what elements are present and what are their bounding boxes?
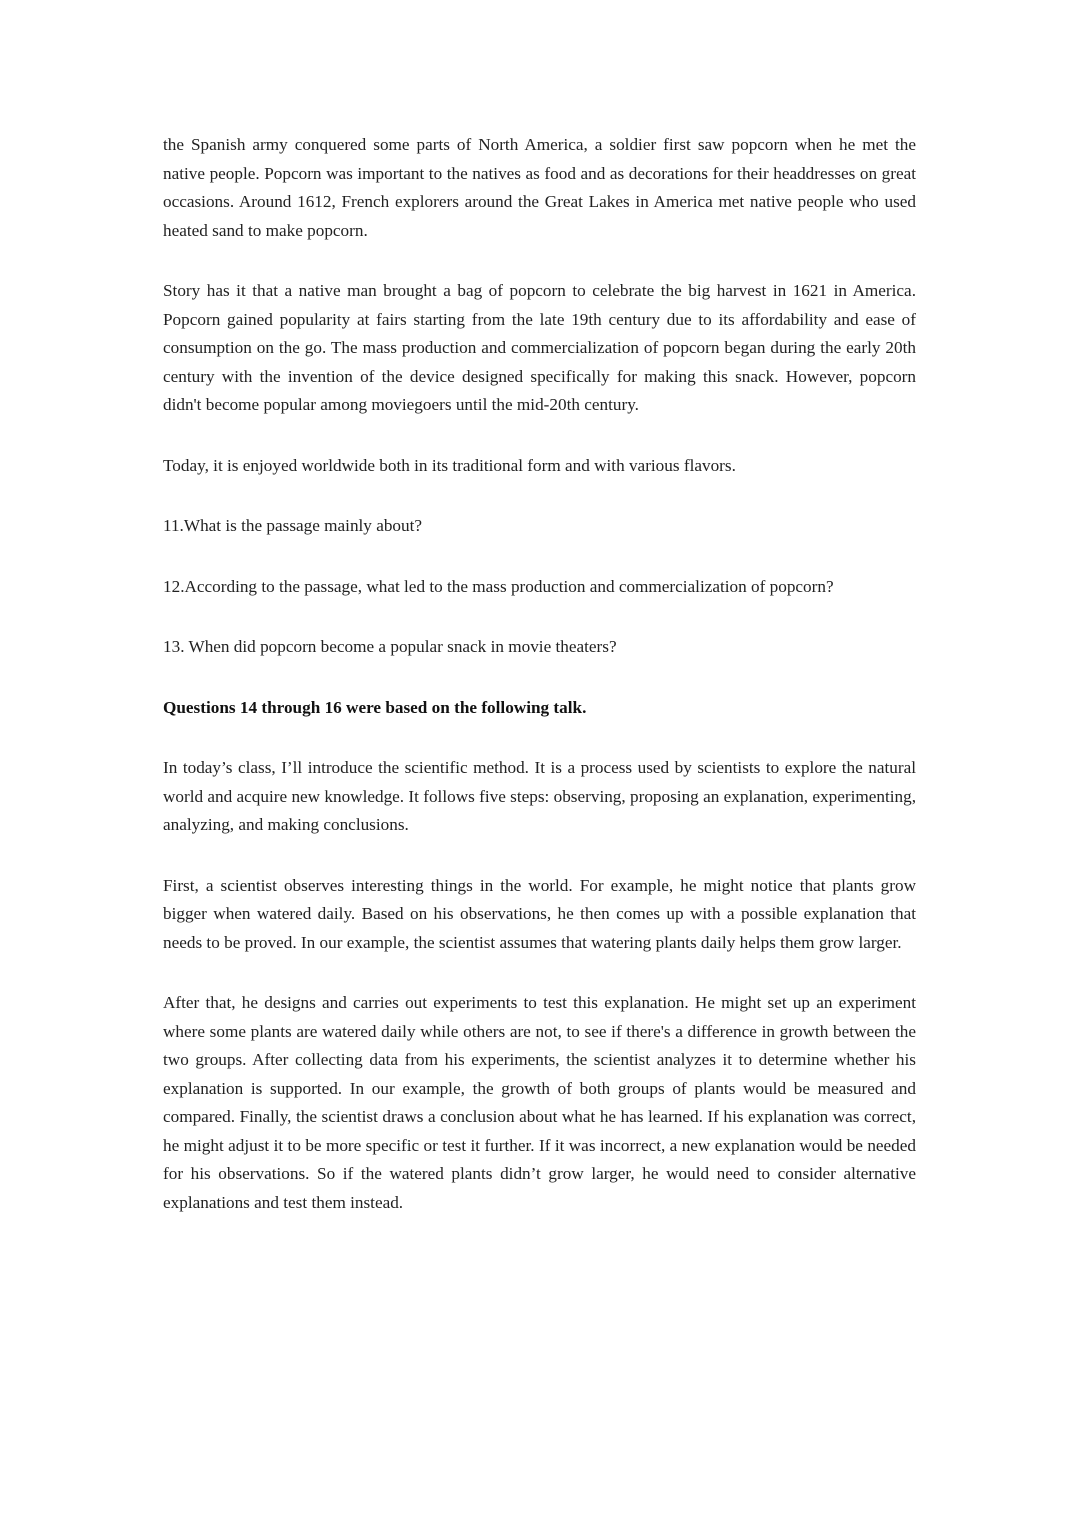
scientific-method-observation-paragraph: First, a scientist observes interesting things in the world. For example, he might notice that plants grow bigger when watered daily. Based on his observations, he then comes up with a possible explanation that needs to be proved. In our example, the scientist assumes that watering plants daily helps them grow larger.: [163, 875, 916, 952]
question-12: 12.According to the passage, what led to the mass production and commercialization of popcorn?: [163, 576, 834, 596]
popcorn-paragraph-popularity: Story has it that a native man brought a bag of popcorn to celebrate the big harvest in 1621 in America. Popcorn gained popularity at fairs starting from the late 19th century due to its affordability and ease of consumption on the go. The mass production and commercialization of popcorn began during the early 20th century with the invention of the device designed specifically for making this snack. However, popcorn didn't become popular among moviegoers until the mid-20th century.: [163, 281, 916, 414]
popcorn-paragraph-today: Today, it is enjoyed worldwide both in its traditional form and with various flavors.: [163, 455, 736, 475]
section-heading-questions-14-16: Questions 14 through 16 were based on the following talk.: [163, 697, 587, 717]
document-page: [163, 131, 916, 1249]
scientific-method-experiment-paragraph: After that, he designs and carries out experiments to test this explanation. He might set up an experiment where some plants are watered daily while others are not, to see if there's a difference in growth between the two groups. After collecting data from his experiments, the scientist analyzes it to determine whether his explanation is supported. In our example, the growth of both groups of plants would be measured and compared. Finally, the scientist draws a conclusion about what he has learned. If his explanation was correct, he might adjust it to be more specific or test it further. If it was incorrect, a new explanation would be needed for his observations. So if the watered plants didn’t grow larger, he would need to consider alternative explanations and test them instead.: [163, 993, 916, 1212]
question-13: 13. When did popcorn become a popular snack in movie theaters?: [163, 637, 617, 656]
question-11: 11.What is the passage mainly about?: [163, 516, 423, 535]
popcorn-paragraph-history: the Spanish army conquered some parts of North America, a soldier first saw popcorn when he met the native people. Popcorn was important to the natives as food and as decorations for their headdresses on great occasions. Around 1612, French explorers around the Great Lakes in America met native people who used heated sand to make popcorn.: [163, 135, 916, 240]
scientific-method-intro-paragraph: In today’s class, I’ll introduce the scientific method. It is a process used by scientists to explore the natural world and acquire new knowledge. It follows five steps: observing, proposing an explanation, experimenting, analyzing, and making conclusions.: [163, 758, 916, 834]
